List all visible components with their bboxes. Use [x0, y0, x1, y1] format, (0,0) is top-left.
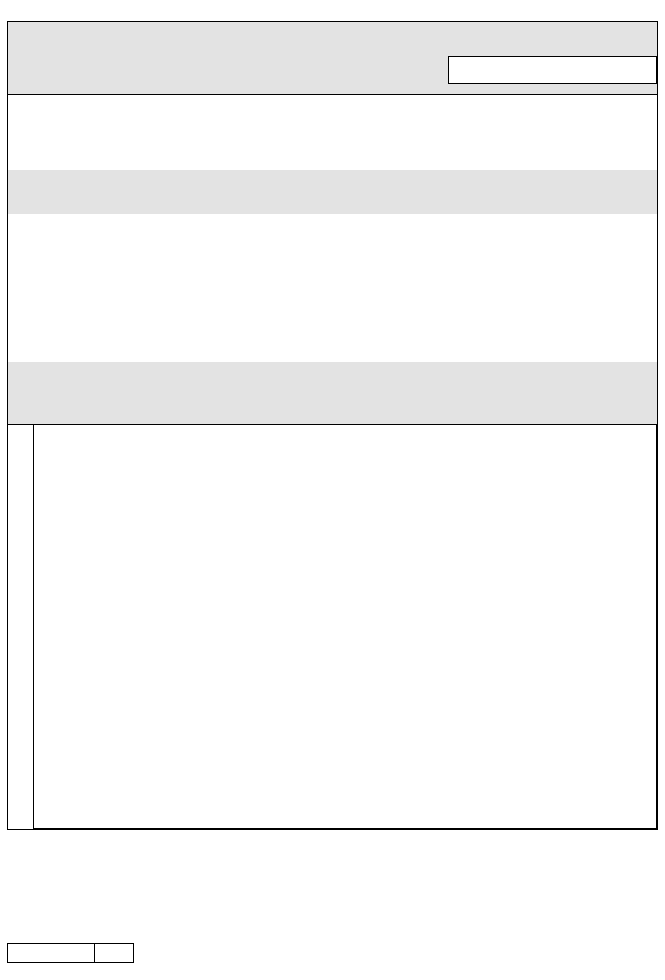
row-2-top-bg: [8, 22, 657, 56]
footer-form-box: [7, 943, 134, 963]
section-c3-bg: [8, 170, 657, 214]
field-48-textarea[interactable]: [33, 424, 657, 829]
rates-caption-bg: [8, 84, 657, 94]
section-d-bg: [8, 362, 657, 424]
field-23-input[interactable]: [448, 56, 657, 84]
